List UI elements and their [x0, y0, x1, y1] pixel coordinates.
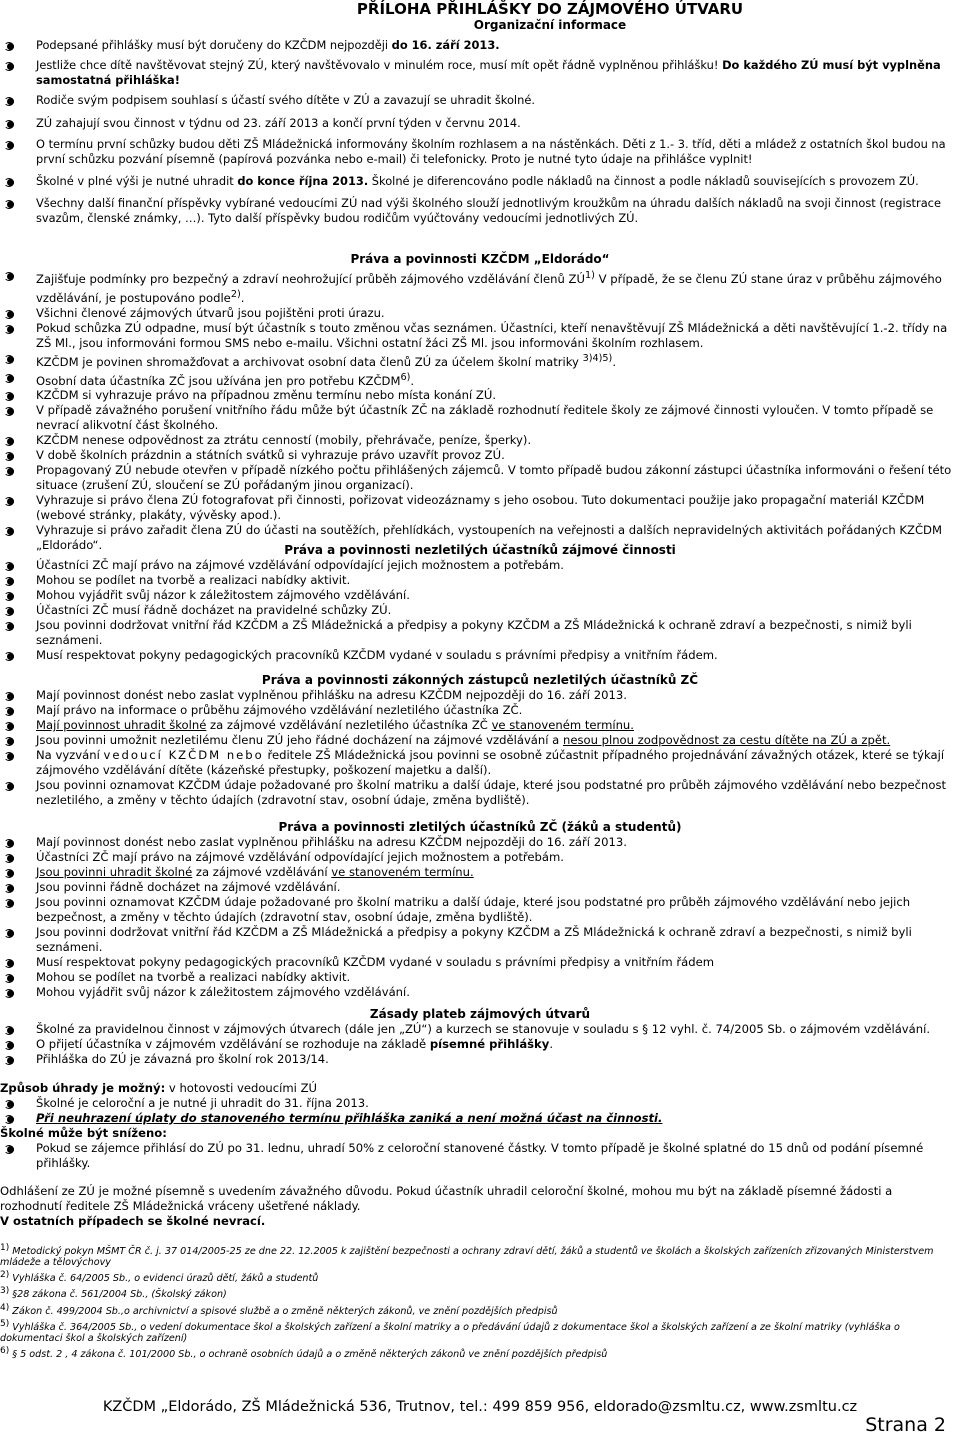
bullet-icon	[4, 607, 17, 616]
bullet-icon	[4, 1026, 17, 1035]
list-item: Všechny další finanční příspěvky vybírané vedoucími ZÚ nad výši školného slouží jednotlivým kroužkům na úhradu dalších nákladů na svoji činnost (registrace svazům, členské známky, …). Tyto další příspěvky budou rodičům vyúčtovány vedoucími jednotlivých ZÚ.	[0, 196, 950, 226]
bullet-icon	[4, 178, 17, 187]
bullet-icon	[4, 899, 17, 908]
bullet-icon	[4, 97, 17, 106]
list-item: KZČDM si vyhrazuje právo na případnou změnu termínu nebo místa konání ZÚ.	[0, 388, 955, 403]
footnotes	[0, 1243, 955, 1360]
payments-list-2	[0, 1096, 955, 1126]
list-item: Mohou se podílet na tvorbě a realizaci nabídky aktivit.	[0, 970, 955, 985]
list-item: Účastníci ZČ mají právo na zájmové vzdělávání odpovídající jejich možnostem a potřebám.	[0, 558, 955, 573]
bullet-icon	[4, 562, 17, 571]
footnote: $^{4)}$ Zákon č. 499/2004 Sb.,o archivnictví a spisové službě a o změně některých zákonů, ve znění pozdějších předpisů	[0, 1302, 558, 1317]
list-item: Musí respektovat pokyny pedagogických pracovníků KZČDM vydané v souladu s právními předpisy a vnitřním řádem	[0, 955, 955, 970]
kzcdm-list	[0, 268, 955, 553]
cancellation-text: Odhlášení ze ZÚ je možné písemně s uvedením závažného důvodu. Pokud účastník uhradil celoroční školné, mohou mu být na základě písemné žádosti a rozhodnutí ředitele ZŠ Mládežnická vráceny ušetřené náklady.	[0, 1184, 893, 1213]
payment-method: Způsob úhrady je možný: v hotovosti vedoucími ZÚ	[0, 1081, 317, 1095]
list-item: Při neuhrazení úplaty do stanoveného termínu přihláška zaniká a není možná účast na činnosti.	[0, 1111, 955, 1126]
bullet-icon	[4, 407, 17, 416]
minors-list	[0, 558, 955, 663]
section-heading-minors: Práva a povinnosti nezletilých účastníků zájmové činnosti	[284, 543, 676, 557]
bullet-icon	[4, 959, 17, 968]
list-item: V případě závažného porušení vnitřního řádu může být účastník ZČ na základě rozhodnutí ředitele školy ze zájmové činnosti vyloučen. V tomto případě se nevrací alikvotní část školného.	[0, 403, 955, 433]
bullet-icon	[4, 854, 17, 863]
list-item: KZČDM je povinen shromažďovat a archivovat osobní data členů ZÚ za účelem školní matriky $^{3)4)5)}$.	[0, 351, 955, 370]
footnote: $^{5)}$ Vyhláška č. 364/2005 Sb., o vedení dokumentace škol a školských zařízení a školní matriky a o předávání údajů z dokumentace škol a školských zařízení a ze školní matriky (vyhláška o dokumentaci škol a školských zařízení)	[0, 1318, 900, 1344]
list-item: Školné v plné výši je nutné uhradit do konce října 2013. Školné je diferencováno podle nákladů na činnost a podle nákladů souvisejících s provozem ZÚ.	[0, 174, 950, 189]
list-item: Musí respektovat pokyny pedagogických pracovníků KZČDM vydané v souladu s právními předpisy a vnitřním řádem.	[0, 648, 955, 663]
bullet-icon	[4, 62, 17, 71]
footnote: $^{6)}$ § 5 odst. 2 , 4 zákona č. 101/2000 Sb., o ochraně osobních údajů a o změně některých zákonů ve znění pozdějších předpisů	[0, 1345, 608, 1361]
list-item: Přihláška do ZÚ je závazná pro školní rok 2013/14.	[0, 1052, 955, 1067]
bullet-icon	[4, 392, 17, 401]
no-refund-text: V ostatních případech se školné nevrací.	[0, 1214, 266, 1228]
bullet-icon	[4, 652, 17, 661]
page-number: Strana 2	[865, 1414, 946, 1436]
bullet-icon	[4, 869, 17, 878]
org-info-list	[0, 38, 950, 226]
list-item: Jsou povinni umožnit nezletilému členu ZÚ jeho řádné docházení na zájmové vzdělávání a nesou plnou zodpovědnost za cestu dítěte na ZÚ a zpět.	[0, 733, 955, 748]
section-heading-adults: Práva a povinnosti zletilých účastníků ZČ (žáků a studentů)	[278, 820, 682, 834]
list-item: ZÚ zahajují svou činnost v týdnu od 23. září 2013 a končí první týden v červnu 2014.	[0, 116, 950, 131]
list-item: Mohou vyjádřit svůj názor k záležitostem zájmového vzdělávání.	[0, 985, 955, 1000]
list-item: Pokud se zájemce přihlásí do ZÚ po 31. lednu, uhradí 50% z celoroční stanovené částky. V tomto případě je školné splatné do 15 dnů od podání písemné přihlášky.	[0, 1141, 955, 1171]
list-item: Podepsané přihlášky musí být doručeny do KZČDM nejpozději do 16. září 2013.	[0, 38, 950, 53]
list-item: Mohou se podílet na tvorbě a realizaci nabídky aktivit.	[0, 573, 955, 588]
bullet-icon	[4, 437, 17, 446]
bullet-icon	[4, 374, 17, 383]
payments-list	[0, 1022, 955, 1067]
bullet-icon	[4, 1056, 17, 1065]
bullet-icon	[4, 1145, 17, 1154]
bullet-icon	[4, 989, 17, 998]
list-item: Rodiče svým podpisem souhlasí s účastí svého dítěte v ZÚ a zavazují se uhradit školné.	[0, 93, 950, 108]
bullet-icon	[4, 884, 17, 893]
list-item: Mají právo na informace o průběhu zájmového vzdělávání nezletilého účastníka ZČ.	[0, 703, 955, 718]
section-heading-payments: Zásady plateb zájmových útvarů	[369, 1007, 591, 1021]
bullet-icon	[4, 141, 17, 150]
bullet-icon	[4, 355, 17, 364]
list-item: Mají povinnost uhradit školné za zájmové vzdělávání nezletilého účastníka ZČ ve stanoveném termínu.	[0, 718, 955, 733]
adults-list	[0, 835, 955, 1000]
payments-list-3	[0, 1141, 955, 1171]
section-heading-guardians: Práva a povinnosti zákonných zástupců nezletilých účastníků ZČ	[261, 673, 699, 687]
bullet-icon	[4, 42, 17, 51]
list-item: O termínu první schůzky budou děti ZŠ Mládežnická informovány školním rozhlasem a na nástěnkách. Děti z 1.- 3. tříd, děti a mládež z ostatních škol budou na první schůzku pozvání písemně (papírová pozvánka nebo e-mail) či telefonicky. Proto je nutné tyto údaje na přihlášce vyplnit!	[0, 137, 950, 167]
list-item: Mohou vyjádřit svůj názor k záležitostem zájmového vzdělávání.	[0, 588, 955, 603]
bullet-icon	[4, 839, 17, 848]
bullet-icon	[4, 1041, 17, 1050]
list-item: Mají povinnost donést nebo zaslat vyplněnou přihlášku na adresu KZČDM nejpozději do 16. září 2013.	[0, 835, 955, 850]
list-item: V době školních prázdnin a státních svátků si vyhrazuje právo uzavřít provoz ZÚ.	[0, 448, 955, 463]
list-item: Na vyzvání vedoucí KZČDM nebo ředitele ZŠ Mládežnická jsou povinni se osobně zúčastnit případného projednávání závažných otázek, které se týkají zájmového vzdělávání dítěte (kázeňské přestupky, poškození majetku a další).	[0, 748, 955, 778]
footnote: $^{3)}$ §28 zákona č. 561/2004 Sb., (Školský zákon)	[0, 1286, 227, 1301]
list-item: Pokud schůzka ZÚ odpadne, musí být účastník s touto změnou včas seznámen. Účastníci, kteří nenavštěvují ZŠ Mládežnická a děti navštěvující 1.-2. třídy na ZŠ Ml., jsou informováni formou SMS nebo e-mailu. Všichni ostatní žáci ZŠ Ml. jsou informováni školním rozhlasem.	[0, 321, 955, 351]
bullet-icon	[4, 310, 17, 319]
bullet-icon	[4, 527, 17, 536]
list-item: Školné je celoroční a je nutné ji uhradit do 31. října 2013.	[0, 1096, 955, 1111]
list-item: Jsou povinni dodržovat vnitřní řád KZČDM a ZŠ Mládežnická a předpisy a pokyny KZČDM a ZŠ Mládežnická k ochraně zdraví a bezpečnosti, s nimiž byli seznámeni.	[0, 925, 955, 955]
list-item: Vyhrazuje si právo člena ZÚ fotografovat při činnosti, pořizovat videozáznamy s jeho osobou. Tuto dokumentaci použije jako propagační materiál KZČDM (webové stránky, plakáty, vývěsky apod.).	[0, 493, 955, 523]
list-item: Propagovaný ZÚ nebude otevřen v případě nízkého počtu přihlášených zájemců. V tomto případě budou zákonní zástupci účastníka informováni o řešení této situace (zrušení ZÚ, sloučení se ZÚ pořádaným jinou organizací).	[0, 463, 955, 493]
page-title: PŘÍLOHA PŘIHLÁŠKY DO ZÁJMOVÉHO ÚTVARU	[356, 0, 744, 18]
list-item: Mají povinnost donést nebo zaslat vyplněnou přihlášku na adresu KZČDM nejpozději do 16. září 2013.	[0, 688, 955, 703]
bullet-icon	[4, 722, 17, 731]
bullet-icon	[4, 737, 17, 746]
list-item: Všichni členové zájmových útvarů jsou pojištěni proti úrazu.	[0, 306, 955, 321]
list-item: KZČDM nenese odpovědnost za ztrátu cenností (mobily, přehrávače, peníze, šperky).	[0, 433, 955, 448]
bullet-icon	[4, 592, 17, 601]
bullet-icon	[4, 1100, 17, 1109]
bullet-icon	[4, 929, 17, 938]
section-heading-kzcdm: Práva a povinnosti KZČDM „Eldorádo“	[350, 252, 610, 266]
footnote: $^{1)}$ Metodický pokyn MŠMT ČR č. j. 37 014/2005-25 ze dne 22. 12.2005 k zajištění bezpečnosti a ochrany zdraví dětí, žáků a studentů ve školách a školských zařízeních zřizovaných Ministerstvem mládeže a tělovýchovy	[0, 1243, 934, 1269]
bullet-icon	[4, 707, 17, 716]
page-footer: KZČDM „Eldorádo, ZŠ Mládežnická 536, Trutnov, tel.: 499 859 956, eldorado@zsmltu.cz, www.zsmltu.cz	[102, 1399, 858, 1415]
page-subtitle: Organizační informace	[473, 18, 627, 32]
bullet-icon	[4, 497, 17, 506]
list-item: Jsou povinni oznamovat KZČDM údaje požadované pro školní matriku a další údaje, které jsou podstatné pro průběh zájmového vzdělávání nebo bezpečnost nezletilého, a změny v těchto údajích (zdravotní stav, osobní údaje, změna bydliště).	[0, 778, 955, 808]
bullet-icon	[4, 692, 17, 701]
list-item: Zajišťuje podmínky pro bezpečný a zdraví neohrožující průběh zájmového vzdělávání členů ZÚ$^{1)}$ V případě, že se členu ZÚ stane úraz v průběhu zájmového vzdělávání, je postupováno podle$^{2)}$.	[0, 268, 955, 306]
list-item: Jsou povinni dodržovat vnitřní řád KZČDM a ZŠ Mládežnická a předpisy a pokyny KZČDM a ZŠ Mládežnická k ochraně zdraví a bezpečnosti, s nimiž byli seznámeni.	[0, 618, 955, 648]
list-item: Vyhrazuje si právo zařadit člena ZÚ do účasti na soutěžích, přehlídkách, vystoupeních na veřejnosti a dalších nepravidelných aktivitách pořádaných KZČDM „Eldorádo“.	[0, 523, 955, 553]
list-item: Jsou povinni uhradit školné za zájmové vzdělávání ve stanoveném termínu.	[0, 865, 955, 880]
list-item: Školné za pravidelnou činnost v zájmových útvarech (dále jen „ZÚ“) a kurzech se stanovuje v souladu s § 12 vyhl. č. 74/2005 Sb. o zájmovém vzdělávání.	[0, 1022, 955, 1037]
list-item: Jsou povinni oznamovat KZČDM údaje požadované pro školní matriku a další údaje, které jsou podstatné pro průběh zájmového vzdělávání nebo jejich bezpečnost, a změny v těchto údajích (zdravotní stav, osobní údaje, změna bydliště).	[0, 895, 955, 925]
footnote: $^{2)}$ Vyhláška č. 64/2005 Sb., o evidenci úrazů dětí, žáků a studentů	[0, 1270, 319, 1285]
bullet-icon	[4, 200, 17, 209]
list-item: O přijetí účastníka v zájmovém vzdělávání se rozhoduje na základě písemné přihlášky.	[0, 1037, 955, 1052]
bullet-icon	[4, 622, 17, 631]
bullet-icon	[4, 325, 17, 334]
reduction-label: Školné může být sníženo:	[0, 1126, 167, 1140]
list-item: Jestliže chce dítě navštěvovat stejný ZÚ, který navštěvovalo v minulém roce, musí mít opět řádně vyplněnou přihlášku! Do každého ZÚ musí být vyplněna samostatná přihláška!	[0, 58, 950, 88]
bullet-icon	[4, 467, 17, 476]
bullet-icon	[4, 452, 17, 461]
bullet-icon	[4, 577, 17, 586]
bullet-icon	[4, 974, 17, 983]
list-item: Účastníci ZČ mají právo na zájmové vzdělávání odpovídající jejich možnostem a potřebám.	[0, 850, 955, 865]
list-item: Jsou povinni řádně docházet na zájmové vzdělávání.	[0, 880, 955, 895]
list-item: Účastníci ZČ musí řádně docházet na pravidelné schůzky ZÚ.	[0, 603, 955, 618]
bullet-icon	[4, 782, 17, 791]
guardians-list	[0, 688, 955, 808]
list-item: Osobní data účastníka ZČ jsou užívána jen pro potřebu KZČDM$^{6)}$.	[0, 370, 955, 389]
bullet-icon	[4, 1115, 17, 1124]
bullet-icon	[4, 752, 17, 761]
bullet-icon	[4, 120, 17, 129]
bullet-icon	[4, 272, 17, 281]
